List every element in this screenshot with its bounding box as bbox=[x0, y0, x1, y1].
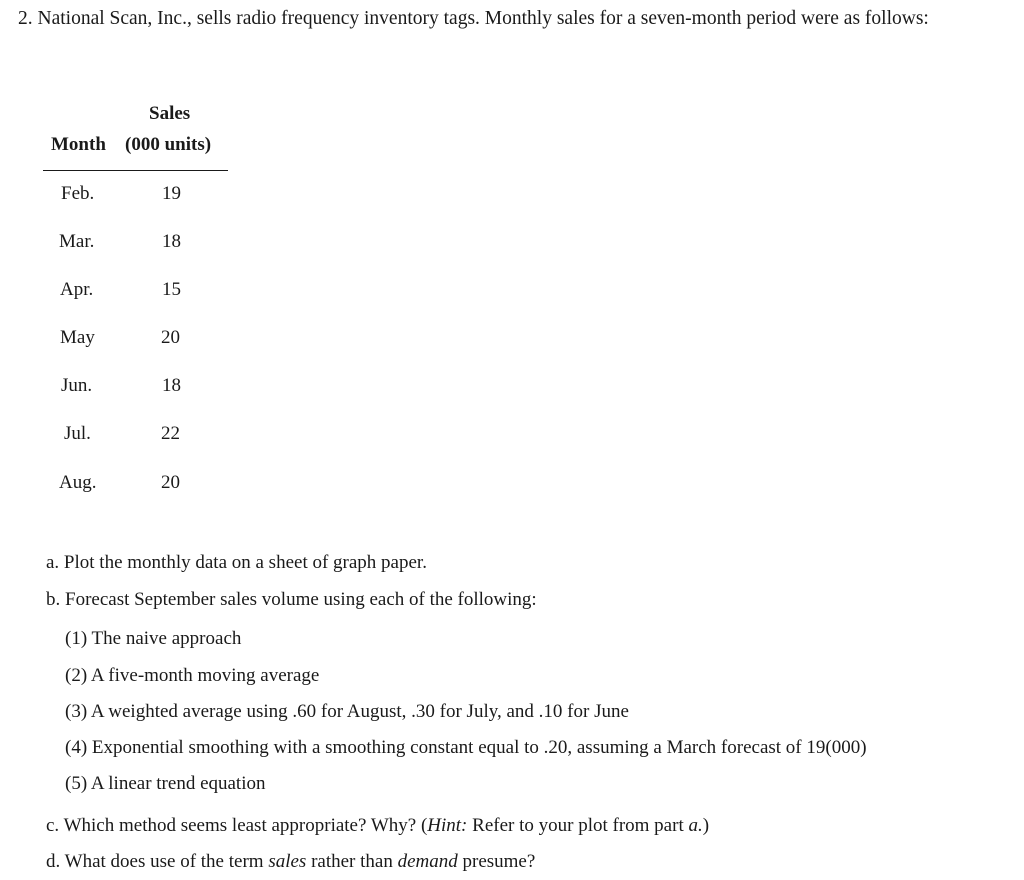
question-d-sales: sales bbox=[268, 851, 307, 872]
table-cell-sales: 15 bbox=[162, 279, 181, 300]
question-c bbox=[46, 815, 709, 837]
question-b: b. Forecast September sales volume using each of the following: bbox=[46, 589, 537, 610]
problem-intro: 2. National Scan, Inc., sells radio frequency inventory tags. Monthly sales for a seven-month period were as follows: bbox=[18, 8, 929, 29]
table-cell-month: May bbox=[60, 327, 95, 348]
question-c-text: c. Which method seems least appropriate? Why? ( bbox=[46, 815, 428, 836]
question-d-text: presume? bbox=[457, 851, 536, 872]
question-d-text: rather than bbox=[306, 851, 398, 872]
table-header-rule bbox=[43, 170, 228, 171]
header-sales: Sales bbox=[149, 103, 191, 124]
table-cell-sales: 18 bbox=[162, 375, 181, 396]
table-cell-month: Jul. bbox=[64, 423, 91, 444]
question-a: a. Plot the monthly data on a sheet of graph paper. bbox=[46, 552, 427, 573]
question-d-demand: demand bbox=[397, 851, 458, 872]
header-month: Month bbox=[51, 134, 106, 155]
header-sales-units: (000 units) bbox=[125, 134, 212, 155]
table-cell-sales: 19 bbox=[162, 183, 181, 204]
table-cell-sales: 22 bbox=[161, 423, 180, 444]
question-c-hint: Hint: bbox=[427, 815, 468, 836]
question-b-item: (3) A weighted average using .60 for August, .30 for July, and .10 for June bbox=[65, 701, 629, 722]
table-cell-month: Jun. bbox=[61, 375, 93, 396]
table-cell-month: Aug. bbox=[59, 472, 97, 493]
question-c-part: a. bbox=[688, 815, 703, 836]
table-cell-month: Apr. bbox=[60, 279, 94, 300]
question-b-item: (2) A five-month moving average bbox=[65, 665, 320, 686]
table-cell-sales: 20 bbox=[161, 472, 180, 493]
question-d-text: d. What does use of the term bbox=[46, 851, 269, 872]
table-cell-month: Feb. bbox=[61, 183, 95, 204]
question-d bbox=[46, 851, 535, 873]
question-c-text: ) bbox=[702, 815, 710, 836]
table-cell-month: Mar. bbox=[59, 231, 95, 252]
question-b-item: (4) Exponential smoothing with a smoothing constant equal to .20, assuming a March forecast of 19(000) bbox=[65, 737, 867, 758]
question-c-text: Refer to your plot from part bbox=[467, 815, 689, 836]
table-cell-sales: 18 bbox=[162, 231, 181, 252]
question-b-item: (5) A linear trend equation bbox=[65, 773, 266, 794]
question-b-item: (1) The naive approach bbox=[65, 628, 242, 649]
table-cell-sales: 20 bbox=[161, 327, 180, 348]
